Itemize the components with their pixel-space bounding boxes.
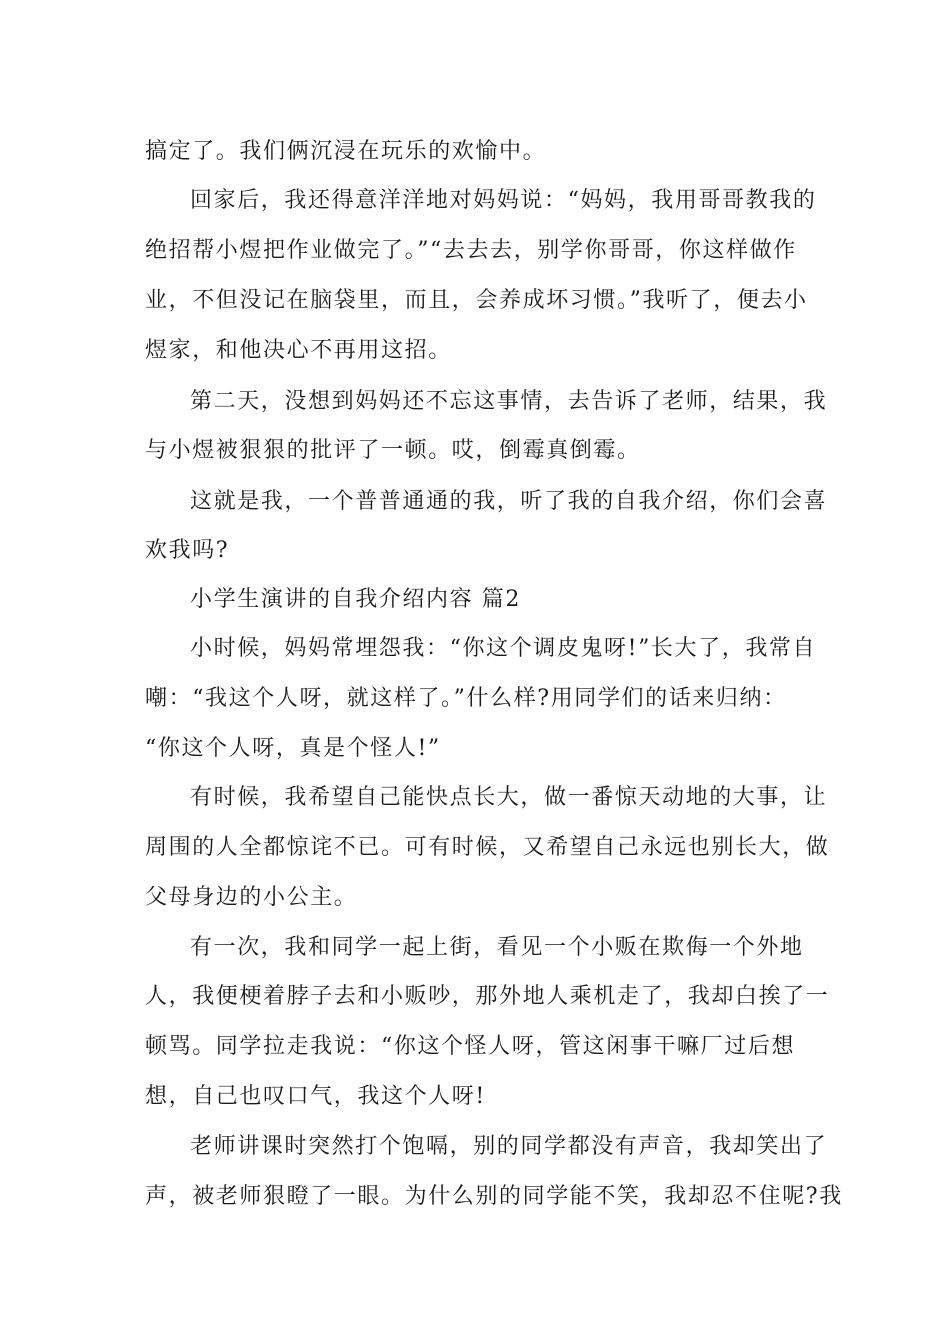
text-line: 老师讲课时突然打个饱嗝，别的同学都没有声音，我却笑出了 [190, 1134, 828, 1159]
text-line: 有时候，我希望自己能快点长大，做一番惊天动地的大事，让 [190, 785, 828, 810]
text-line: 煜家，和他决心不再用这招。 [145, 338, 452, 363]
text-line: 嘲：“我这个人呀，就这样了。”什么样?用同学们的话来归纳： [145, 686, 787, 711]
text-line: 有一次，我和同学一起上街，看见一个小贩在欺侮一个外地 [190, 935, 804, 960]
text-line: 想，自己也叹口气，我这个人呀! [145, 1084, 486, 1109]
text-line: 父母身边的小公主。 [145, 885, 358, 910]
text-line: 声，被老师狠瞪了一眼。为什么别的同学能不笑，我却忍不住呢?我 [145, 1184, 843, 1209]
text-line: 这就是我，一个普普通通的我，听了我的自我介绍，你们会喜 [190, 489, 828, 514]
text-line: 人，我便梗着脖子去和小贩吵，那外地人乘机走了，我却白挨了一 [145, 984, 830, 1009]
text-line: 欢我吗? [145, 538, 230, 563]
text-line: 绝招帮小煜把作业做完了。”“去去去，别学你哥哥，你这样做作 [145, 238, 797, 263]
text-line: 搞定了。我们俩沉浸在玩乐的欢愉中。 [145, 139, 547, 164]
text-line: 与小煜被狠狠的批评了一顿。哎，倒霉真倒霉。 [145, 438, 641, 463]
section-heading: 小学生演讲的自我介绍内容 篇2 [190, 587, 521, 612]
text-line: 业，不但没记在脑袋里，而且，会养成坏习惯。”我听了，便去小 [145, 288, 808, 313]
text-line: 周围的人全都惊诧不已。可有时候，又希望自己永远也别长大，做 [145, 835, 830, 860]
text-line: “你这个人呀，真是个怪人!” [145, 736, 441, 761]
text-line: 第二天，没想到妈妈还不忘这事情，去告诉了老师，结果，我 [190, 389, 828, 414]
text-line: 顿骂。同学拉走我说：“你这个怪人呀，管这闲事干嘛厂过后想 [145, 1034, 796, 1059]
text-line: 回家后，我还得意洋洋地对妈妈说：“妈妈，我用哥哥教我的 [190, 188, 817, 213]
text-line: 小时候，妈妈常埋怨我：“你这个调皮鬼呀!”长大了，我常自 [190, 636, 817, 661]
